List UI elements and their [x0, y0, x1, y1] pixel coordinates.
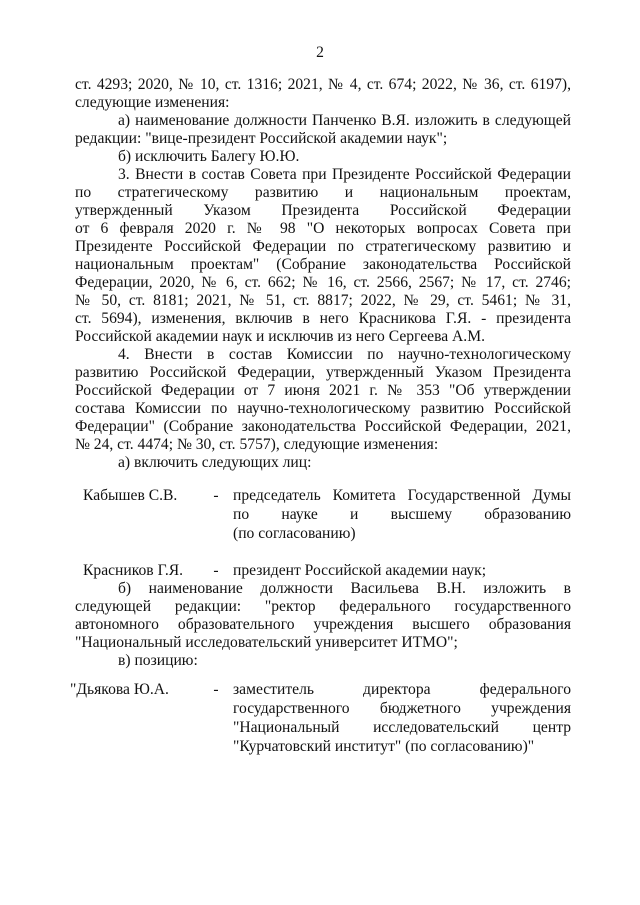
person-position [233, 561, 571, 580]
paragraph-item-a [75, 112, 571, 148]
text-line: национальным проектам" (Собрание законодательства Российской [75, 256, 571, 273]
person-name: Кабышев С.В. [83, 487, 178, 504]
paragraph-4-item-a [75, 454, 571, 472]
person-entry [83, 486, 571, 544]
text-line: 4. Внести в состав Комиссии по научно-технологическому [118, 346, 571, 363]
entry-dash: - [213, 487, 219, 504]
paragraph-item-b [75, 148, 571, 166]
person-entry [83, 561, 571, 580]
page-number: 2 [316, 44, 324, 61]
text-line: по стратегическому развитию и национальным проектам, [75, 184, 571, 201]
text-line: Федерации, 2020, № 6, ст. 662; № 16, ст. 2566, 2567; № 17, ст. 2746; [75, 274, 571, 291]
paragraph-4 [75, 346, 571, 454]
paragraph-3 [75, 166, 571, 346]
text-line: председатель Комитета Государственной Думы [233, 487, 571, 504]
person-position [233, 486, 571, 544]
text-line: в) позицию: [118, 651, 198, 669]
entry-dash: - [213, 680, 219, 698]
text-line: от 6 февраля 2020 г. № 98 "О некоторых вопросах Совета при [75, 220, 571, 237]
text-line: Федерации" (Собрание законодательства Российской Федерации, 2021, [75, 418, 571, 435]
person-name: Красников Г.Я. [83, 561, 184, 579]
text-line: б) исключить Балегу Ю.Ю. [118, 148, 300, 165]
entry-dash: - [213, 561, 219, 579]
text-line: ст. 5694), изменения, включив в него Красникова Г.Я. - президента [75, 310, 571, 327]
text-line: № 24, ст. 4474; № 30, ст. 5757), следующие изменения: [75, 436, 439, 453]
text-line: б) наименование должности Васильева В.Н. изложить в [118, 579, 571, 597]
paragraph-amendments-intro [75, 76, 571, 112]
text-line: государственного бюджетного учреждения [233, 700, 571, 718]
text-line: по науке и высшему образованию [233, 506, 571, 524]
text-line: № 50, ст. 8181; 2021, № 51, ст. 8817; 2022, № 29, ст. 5461; № 31, [75, 292, 571, 309]
person-name: "Дьякова Ю.А. [70, 680, 169, 698]
text-line: 3. Внести в состав Совета при Президенте Российской Федерации [118, 166, 571, 183]
text-line: Президенте Российской Федерации по стратегическому развитию и [75, 238, 571, 255]
text-line: "Национальный исследовательский центр [233, 719, 571, 737]
person-entry [70, 680, 571, 757]
text-line: (по согласованию) [233, 525, 356, 543]
text-line: Российской академии наук и исключив из него Сергеева А.М. [75, 328, 485, 345]
text-line: состава Комиссии по научно-технологическому развитию Российской [75, 400, 571, 417]
document-body [70, 76, 571, 757]
text-line: а) наименование должности Панченко В.Я. изложить в следующей [118, 112, 571, 129]
text-line: автономного образовательного учреждения высшего образования [75, 615, 571, 633]
text-line: редакции: "вице-президент Российской академии наук"; [75, 130, 448, 147]
text-line: развитию Российской Федерации, утвержденный Указом Президента [75, 364, 571, 381]
text-line: "Национальный исследовательский университет ИТМО"; [75, 633, 458, 651]
text-line: президент Российской академии наук; [233, 561, 487, 579]
text-line: ст. 4293; 2020, № 10, ст. 1316; 2021, № 4, ст. 674; 2022, № 36, ст. 6197), [75, 76, 571, 93]
paragraph-4-item-v [75, 652, 571, 670]
text-line: утвержденный Указом Президента Российской Федерации [75, 202, 571, 219]
person-position [233, 680, 571, 757]
text-line: следующие изменения: [75, 94, 230, 111]
text-line: а) включить следующих лиц: [118, 454, 312, 471]
paragraph-4-item-b [75, 580, 571, 652]
text-line: следующей редакции: "ректор федерального государственного [75, 597, 571, 615]
text-line: заместитель директора федерального [233, 680, 571, 698]
text-line: Российской Федерации от 7 июня 2021 г. № 353 "Об утверждении [75, 382, 571, 399]
text-line: "Курчатовский институт" (по согласованию)" [233, 738, 535, 756]
